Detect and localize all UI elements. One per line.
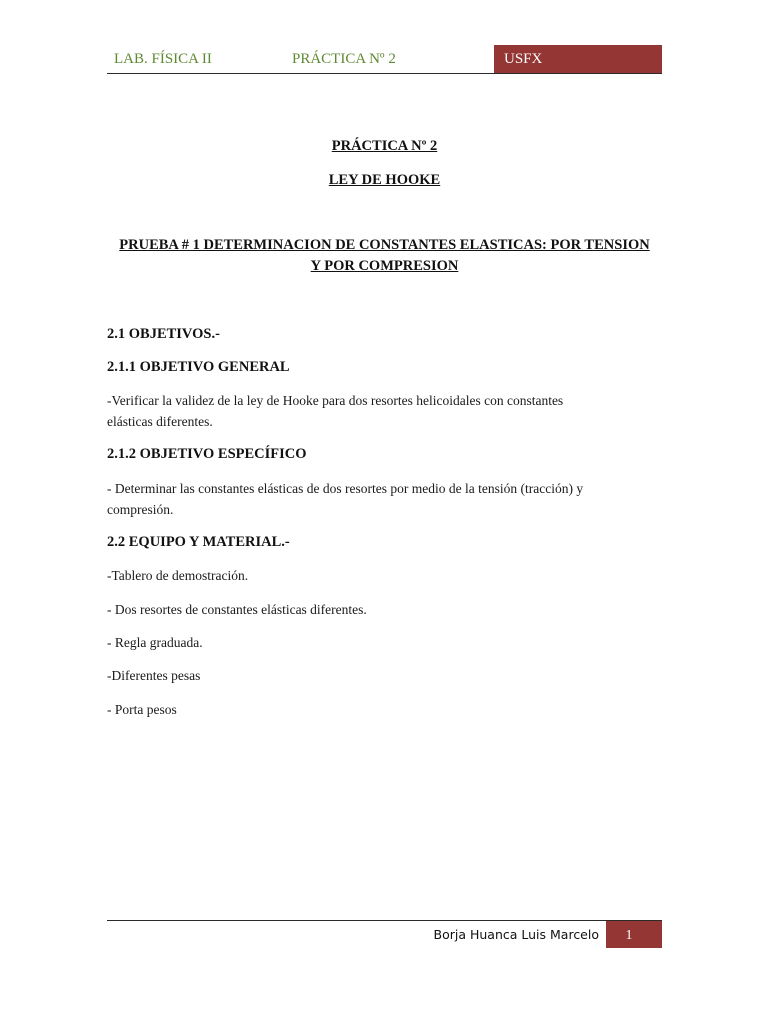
practica-title: PRÁCTICA Nº 2 — [331, 138, 438, 154]
footer-page-box — [606, 921, 662, 948]
equipo-list-item: - Regla graduada. — [107, 635, 203, 650]
header-divider — [107, 73, 662, 74]
page-number: 1 — [625, 927, 633, 942]
footer-divider — [107, 920, 662, 921]
equipo-list-item: -Diferentes pesas — [107, 668, 201, 683]
equipo-list-item: - Dos resortes de constantes elásticas diferentes. — [107, 602, 367, 617]
ley-title: LEY DE HOOKE — [328, 172, 441, 188]
section-equipo-heading: 2.2 EQUIPO Y MATERIAL.- — [107, 534, 290, 550]
section-objetivo-especifico-heading: 2.1.2 OBJETIVO ESPECÍFICO — [107, 446, 307, 462]
section-objetivo-general-heading: 2.1.1 OBJETIVO GENERAL — [107, 359, 290, 375]
objetivo-especifico-text-line1: - Determinar las constantes elásticas de dos resortes por medio de la tensión (tracción) y — [107, 481, 584, 496]
header-practica-label: PRÁCTICA Nº 2 — [292, 51, 396, 67]
objetivo-especifico-text-line2: compresión. — [107, 502, 174, 517]
prueba-title-line1: PRUEBA # 1 DETERMINACION DE CONSTANTES ELASTICAS: POR TENSION — [119, 237, 650, 253]
prueba-title-line2: Y POR COMPRESION — [310, 258, 459, 274]
equipo-list-item: - Porta pesos — [107, 702, 177, 717]
header-university-label: USFX — [504, 51, 543, 67]
page-header — [107, 45, 662, 74]
section-objetivos-heading: 2.1 OBJETIVOS.- — [107, 326, 220, 342]
objetivo-general-text-line2: elásticas diferentes. — [107, 414, 213, 429]
footer-author: Borja Huanca Luis Marcelo — [433, 927, 599, 942]
equipo-list-item: -Tablero de demostración. — [107, 568, 249, 583]
page-footer — [107, 920, 662, 950]
objetivo-general-text-line1: -Verificar la validez de la ley de Hooke para dos resortes helicoidales con constantes — [107, 393, 564, 408]
header-university-box — [494, 45, 662, 73]
header-lab-label: LAB. FÍSICA II — [114, 51, 212, 67]
